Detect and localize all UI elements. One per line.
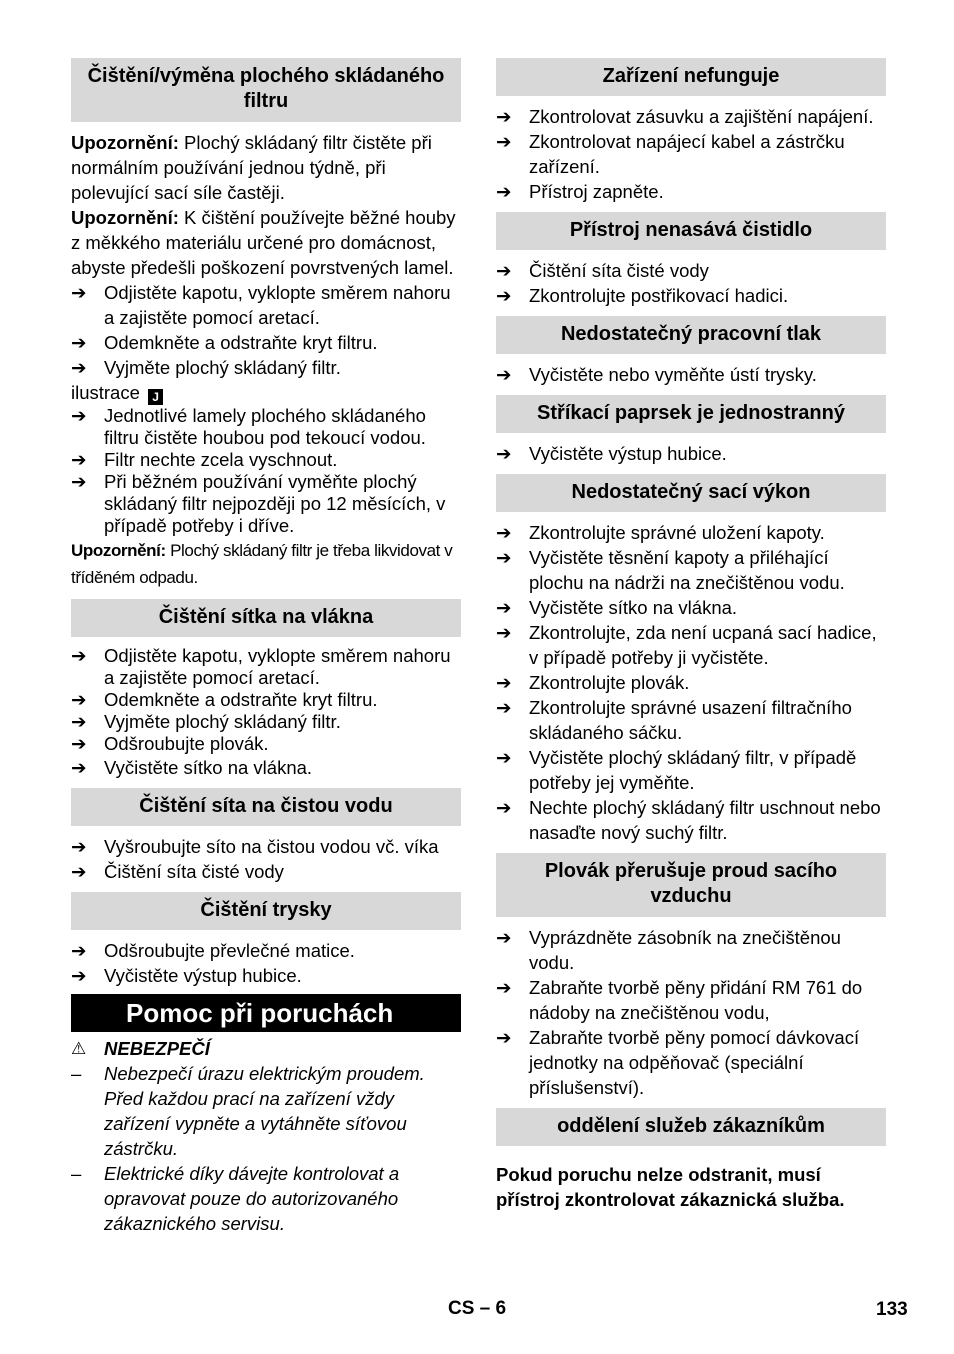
illustration-badge: J [148, 389, 163, 405]
right-arrow-icon: ➔ [496, 131, 512, 152]
list-item [496, 795, 886, 845]
list-item-text: Vyšroubujte síto na čistou vodou vč. víka [104, 836, 439, 857]
list-item-text: Zkontrolujte správné usazení filtračního skládaného sáčku. [529, 697, 852, 743]
section-heading: Přístroj nenasává čistidlo [496, 212, 886, 250]
dash-bullet: – [71, 1163, 82, 1184]
right-arrow-icon: ➔ [71, 940, 87, 961]
list-item-text: Odjistěte kapotu, vyklopte směrem nahoru a zajistěte pomocí aretací. [104, 645, 451, 688]
section-heading: Čištění sítka na vlákna [71, 599, 461, 637]
right-arrow-icon: ➔ [496, 285, 512, 306]
note-label: Upozornění: [71, 132, 179, 153]
list-item [496, 104, 886, 129]
note [71, 205, 461, 280]
warning-text: Elektrické díky dávejte kontrolovat a opravovat pouze do autorizovaného zákaznického servisu. [104, 1163, 400, 1234]
section-heading: oddělení služeb zákazníkům [496, 1108, 886, 1146]
list-item-text: Při běžném používání vyměňte plochý skládaný filtr nejpozději po 12 měsících, v případě potřeby i dříve. [104, 471, 446, 536]
list-item [496, 441, 886, 466]
list-item [496, 620, 886, 670]
list-item-text: Zkontrolujte, zda není ucpaná sací hadice, v případě potřeby ji vyčistěte. [529, 622, 877, 668]
list-item [496, 520, 886, 545]
note-text: Plochý skládaný filtr je třeba likvidovat v tříděném odpadu. [71, 541, 453, 587]
list-item [71, 859, 461, 884]
right-arrow-icon: ➔ [496, 977, 512, 998]
list-item-text: Čištění síta čisté vody [529, 260, 709, 281]
list-item-text: Filtr nechte zcela vyschnout. [104, 449, 338, 470]
right-arrow-icon: ➔ [71, 282, 87, 303]
list-item [496, 975, 886, 1025]
note [71, 130, 461, 205]
right-arrow-icon: ➔ [496, 1027, 512, 1048]
list-item-text: Vyjměte plochý skládaný filtr. [104, 711, 341, 732]
list-item-text: Vyčistěte nebo vyměňte ústí trysky. [529, 364, 817, 385]
list-item [496, 1025, 886, 1100]
warning-item [71, 1061, 461, 1161]
dash-bullet: – [71, 1063, 82, 1084]
list-item-text: Odemkněte a odstraňte kryt filtru. [104, 689, 378, 710]
section-heading: Čištění síta na čistou vodu [71, 788, 461, 826]
illustration-label: ilustrace [71, 382, 140, 403]
list-item [71, 645, 461, 689]
list-item [496, 745, 886, 795]
list-item [71, 449, 461, 471]
right-arrow-icon: ➔ [71, 757, 87, 778]
list-item-text: Odšroubujte převlečné matice. [104, 940, 355, 961]
right-arrow-icon: ➔ [496, 622, 512, 643]
warning-item [71, 1161, 461, 1236]
right-arrow-icon: ➔ [71, 861, 87, 882]
list-item [496, 179, 886, 204]
right-arrow-icon: ➔ [496, 927, 512, 948]
list-item-text: Čištění síta čisté vody [104, 861, 284, 882]
list-item-text: Vyčistěte výstup hubice. [529, 443, 727, 464]
list-item-text: Jednotlivé lamely plochého skládaného filtru čistěte houbou pod tekoucí vodou. [104, 405, 426, 448]
list-item-text: Odjistěte kapotu, vyklopte směrem nahoru a zajistěte pomocí aretací. [104, 282, 451, 328]
list-item [496, 283, 886, 308]
list-item [496, 362, 886, 387]
right-column [496, 58, 886, 1212]
right-arrow-icon: ➔ [496, 364, 512, 385]
note [71, 537, 461, 591]
list-item [496, 670, 886, 695]
list-item-text: Odemkněte a odstraňte kryt filtru. [104, 332, 378, 353]
list-item [71, 355, 461, 380]
section-heading: Stříkací paprsek je jednostranný [496, 395, 886, 433]
note-label: Upozornění: [71, 541, 166, 560]
right-arrow-icon: ➔ [71, 689, 87, 710]
right-arrow-icon: ➔ [496, 443, 512, 464]
right-arrow-icon: ➔ [496, 747, 512, 768]
page-number: 133 [876, 1299, 908, 1320]
illustration-ref [71, 380, 461, 405]
section-heading: Čištění/výměna plochého skládaného filtru [71, 58, 461, 122]
right-arrow-icon: ➔ [71, 449, 87, 470]
warning-text: Nebezpečí úrazu elektrickým proudem. Před každou prací na zařízení vždy zařízení vypněte a vytáhněte síťovou zástrčku. [104, 1063, 425, 1159]
right-arrow-icon: ➔ [71, 471, 87, 492]
right-arrow-icon: ➔ [496, 797, 512, 818]
list-item-text: Vyčistěte výstup hubice. [104, 965, 302, 986]
list-item [496, 258, 886, 283]
right-arrow-icon: ➔ [496, 181, 512, 202]
right-arrow-icon: ➔ [71, 645, 87, 666]
right-arrow-icon: ➔ [496, 547, 512, 568]
list-item-text: Odšroubujte plovák. [104, 733, 269, 754]
service-note: Pokud poruchu nelze odstranit, musí přístroj zkontrolovat zákaznická služba. [496, 1164, 845, 1210]
list-item-text: Vyjměte plochý skládaný filtr. [104, 357, 341, 378]
chapter-heading: Pomoc při poruchách [71, 994, 461, 1032]
section-heading: Plovák přerušuje proud sacího vzduchu [496, 853, 886, 917]
list-item [496, 595, 886, 620]
warning-title: NEBEZPEČÍ [104, 1038, 210, 1059]
list-item-text: Zkontrolovat zásuvku a zajištění napájení. [529, 106, 874, 127]
list-item [71, 280, 461, 330]
list-item [71, 405, 461, 449]
list-item-text: Zabraňte tvorbě pěny přidání RM 761 do nádoby na znečištěnou vodu, [529, 977, 863, 1023]
note-text: Plochý skládaný filtr čistěte při normálním používání jednou týdně, při polevující sací síle častěji. [71, 132, 432, 203]
list-item-text: Vyčistěte sítko na vlákna. [104, 757, 313, 778]
section-heading: Zařízení nefunguje [496, 58, 886, 96]
right-arrow-icon: ➔ [496, 260, 512, 281]
right-arrow-icon: ➔ [71, 357, 87, 378]
right-arrow-icon: ➔ [71, 405, 87, 426]
right-arrow-icon: ➔ [71, 711, 87, 732]
left-column [71, 58, 461, 1236]
list-item [71, 330, 461, 355]
section-heading: Nedostatečný pracovní tlak [496, 316, 886, 354]
warning-triangle-icon: ⚠ [71, 1039, 87, 1058]
section-heading: Čištění trysky [71, 892, 461, 930]
right-arrow-icon: ➔ [496, 106, 512, 127]
list-item-text: Zabraňte tvorbě pěny pomocí dávkovací jednotky na odpěňovač (speciální příslušenství). [529, 1027, 860, 1098]
list-item-text: Vyčistěte těsnění kapoty a přiléhající plochu na nádrži na znečištěnou vodu. [529, 547, 845, 593]
list-item [71, 963, 461, 988]
right-arrow-icon: ➔ [71, 332, 87, 353]
right-arrow-icon: ➔ [71, 733, 87, 754]
note-label: Upozornění: [71, 207, 179, 228]
list-item [71, 689, 461, 711]
list-item-text: Vyčistěte plochý skládaný filtr, v případě potřeby jej vyměňte. [529, 747, 857, 793]
list-item [496, 925, 886, 975]
list-item [71, 733, 461, 755]
right-arrow-icon: ➔ [71, 965, 87, 986]
list-item [496, 545, 886, 595]
list-item-text: Přístroj zapněte. [529, 181, 664, 202]
right-arrow-icon: ➔ [496, 522, 512, 543]
list-item-text: Zkontrolujte postřikovací hadici. [529, 285, 789, 306]
list-item-text: Vyprázdněte zásobník na znečištěnou vodu. [529, 927, 841, 973]
list-item [71, 834, 461, 859]
list-item-text: Zkontrolujte plovák. [529, 672, 690, 693]
warning-heading [71, 1036, 461, 1061]
list-item-text: Nechte plochý skládaný filtr uschnout nebo nasaďte nový suchý filtr. [529, 797, 881, 843]
note-text: K čištění používejte běžné houby z měkkého materiálu určené pro domácnost, abyste předešli poškození povrstvených lamel. [71, 207, 456, 278]
list-item-text: Vyčistěte sítko na vlákna. [529, 597, 738, 618]
list-item-text: Zkontrolovat napájecí kabel a zástrčku zařízení. [529, 131, 845, 177]
right-arrow-icon: ➔ [496, 597, 512, 618]
list-item-text: Zkontrolujte správné uložení kapoty. [529, 522, 825, 543]
right-arrow-icon: ➔ [496, 697, 512, 718]
right-arrow-icon: ➔ [71, 836, 87, 857]
section-heading: Nedostatečný sací výkon [496, 474, 886, 512]
list-item [71, 755, 461, 780]
list-item [71, 471, 461, 537]
page-code: CS – 6 [448, 1298, 507, 1319]
list-item [71, 711, 461, 733]
list-item [71, 938, 461, 963]
right-arrow-icon: ➔ [496, 672, 512, 693]
list-item [496, 695, 886, 745]
list-item [496, 129, 886, 179]
